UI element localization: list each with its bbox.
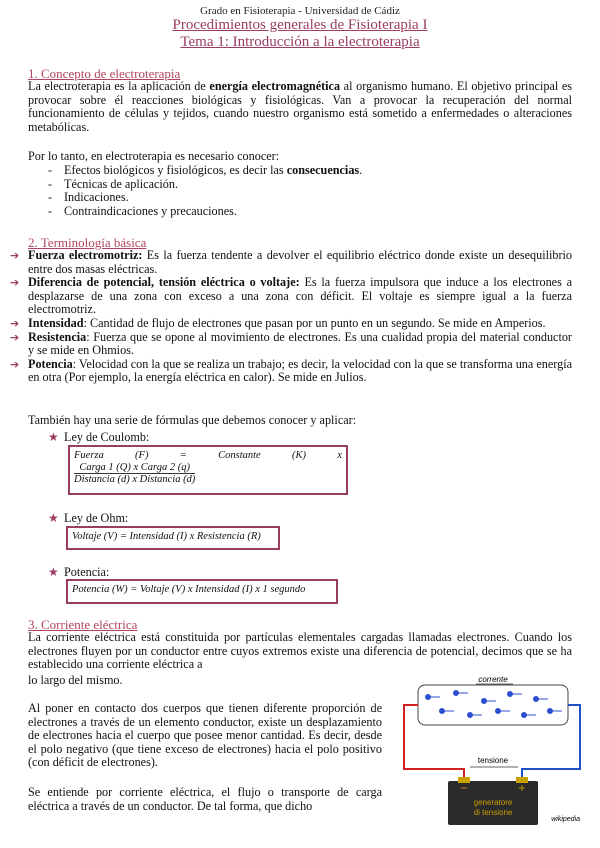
- conductor-tube: [418, 685, 568, 725]
- power-formula: Potencia (W) = Voltaje (V) x Intensidad (I) x 1 segundo: [66, 579, 338, 604]
- term-item: ➔ Resistencia: Fuerza que se opone al movimiento de electrones. Es una cualidad propia del material conductor y se mide en Ohmios.: [10, 329, 572, 358]
- section-3-paragraph-1-end: lo largo del mismo.: [28, 673, 123, 687]
- document-subtitle: Tema 1: Introducción a la electroterapia: [180, 34, 420, 50]
- term-item: ➔ Fuerza electromotriz: Es la fuerza tendente a devolver el equilibrio eléctrico donde existe un desequilibrio entre dos masas eléctricas.: [10, 248, 572, 276]
- document-title: Procedimientos generales de Fisioterapia I: [172, 17, 428, 33]
- degree-line: Grado en Fisioterapia - Universidad de Cádiz: [200, 5, 400, 17]
- list-item: - Indicaciones.: [48, 190, 129, 205]
- arrow-icon: ➔: [10, 249, 20, 262]
- power-label: ★ Potencia:: [48, 565, 110, 579]
- ohm-formula: Voltaje (V) = Intensidad (I) x Resistencia (R): [66, 526, 280, 550]
- section-3-paragraph-1: La corriente eléctrica está constituida por partículas elementales cargadas llamadas electrones. Cuando los electrones fluyen por un conductor entre cuyos extremos existe una diferencia de potencial, decimos que se ha establecido una corriente eléctrica a: [28, 630, 572, 672]
- section-3-paragraph-2: Al poner en contacto dos cuerpos que tienen diferente proporción de electrones a través de un elemento conductor, existe un desplazamiento de electrones hacia el cuerpo que posee menor cantidad. Es decir, desde el polo negativo (que tiene exceso de electrones) hacia el polo positivo (con déficit de electrones).: [28, 701, 382, 770]
- term-item: ➔ Intensidad: Cantidad de flujo de electrones que pasan por un punto en un segundo. Se mide en Amperios.: [10, 315, 546, 330]
- section-1-paragraph-1: La electroterapia es la aplicación de energía electromagnética al organismo humano. El objetivo principal es provocar sobre él reacciones biológicas y fisiológicas. Van a provocar la recuperación del normal funcionamiento de células y tejidos, cuando nuestro organismo está sometido a enfermedades o alteraciones metabólicas.: [28, 79, 572, 134]
- arrow-icon: ➔: [10, 357, 20, 371]
- coulomb-label: ★ Ley de Coulomb:: [48, 430, 150, 444]
- section-3-title: 3. Corriente eléctrica: [28, 617, 138, 632]
- coulomb-denominator: Distancia (d) x Distancia (d): [74, 474, 196, 485]
- coulomb-formula: Fuerza (F) = Constante (K) x $\frac{\text{Carga 1 (Q) x Carga 2 (q)}}{\text{Distancia (d) x Distancia (d)}}$: [68, 445, 348, 495]
- circuit-svg: [398, 673, 584, 833]
- section-3-paragraph-3: Se entiende por corriente eléctrica, el flujo o transporte de carga eléctrica a través de un conductor. De tal forma, que dicho: [28, 785, 382, 813]
- arrow-icon: ➔: [10, 330, 20, 344]
- section-1-paragraph-2: Por lo tanto, en electroterapia es necesario conocer:: [28, 149, 280, 163]
- knowledge-list: [48, 164, 362, 218]
- term-item: ➔ Potencia: Velocidad con la que se realiza un trabajo; es decir, la velocidad con la que se transforma una energía en otra (Por ejemplo, la energía eléctrica en calor). Se mide en Julios.: [10, 356, 572, 385]
- list-item: - Efectos biológicos y fisiológicos, es decir las consecuencias.: [48, 163, 363, 177]
- battery-minus: −: [459, 783, 469, 794]
- section-1-title: 1. Concepto de electroterapia: [28, 66, 181, 81]
- figure-caption: wikipedia: [551, 816, 580, 823]
- battery-plus: +: [517, 783, 527, 794]
- list-item: - Contraindicaciones y precauciones.: [48, 203, 237, 218]
- tensione-label: tensione: [477, 756, 509, 765]
- generator-label-2: di tensione: [473, 808, 513, 817]
- corrente-label: corrente: [478, 675, 508, 684]
- generator-label-1: generatore: [473, 798, 513, 807]
- star-icon: ★: [48, 430, 59, 444]
- ohm-label: ★ Ley de Ohm:: [48, 511, 129, 525]
- formulas-intro: También hay una serie de fórmulas que debemos conocer y aplicar:: [28, 413, 357, 427]
- term-item: ➔ Diferencia de potencial, tensión eléctrica o voltaje: Es la fuerza impulsora que induce a los electrones a desplazarse de una zona con exceso a una zona con déficit. El voltaje es siempre igual a la fuerza electromotriz.: [10, 275, 572, 317]
- arrow-icon: ➔: [10, 316, 20, 330]
- list-item: - Técnicas de aplicación.: [48, 176, 179, 191]
- electric-current-diagram: [398, 673, 584, 833]
- section-2-title: 2. Terminología básica: [28, 235, 147, 250]
- terminology-list: [10, 249, 572, 385]
- star-icon: ★: [48, 565, 59, 579]
- arrow-icon: ➔: [10, 276, 20, 290]
- header: [0, 5, 600, 51]
- coulomb-numerator: Carga 1 (Q) x Carga 2 (q): [74, 462, 195, 474]
- star-icon: ★: [48, 511, 59, 525]
